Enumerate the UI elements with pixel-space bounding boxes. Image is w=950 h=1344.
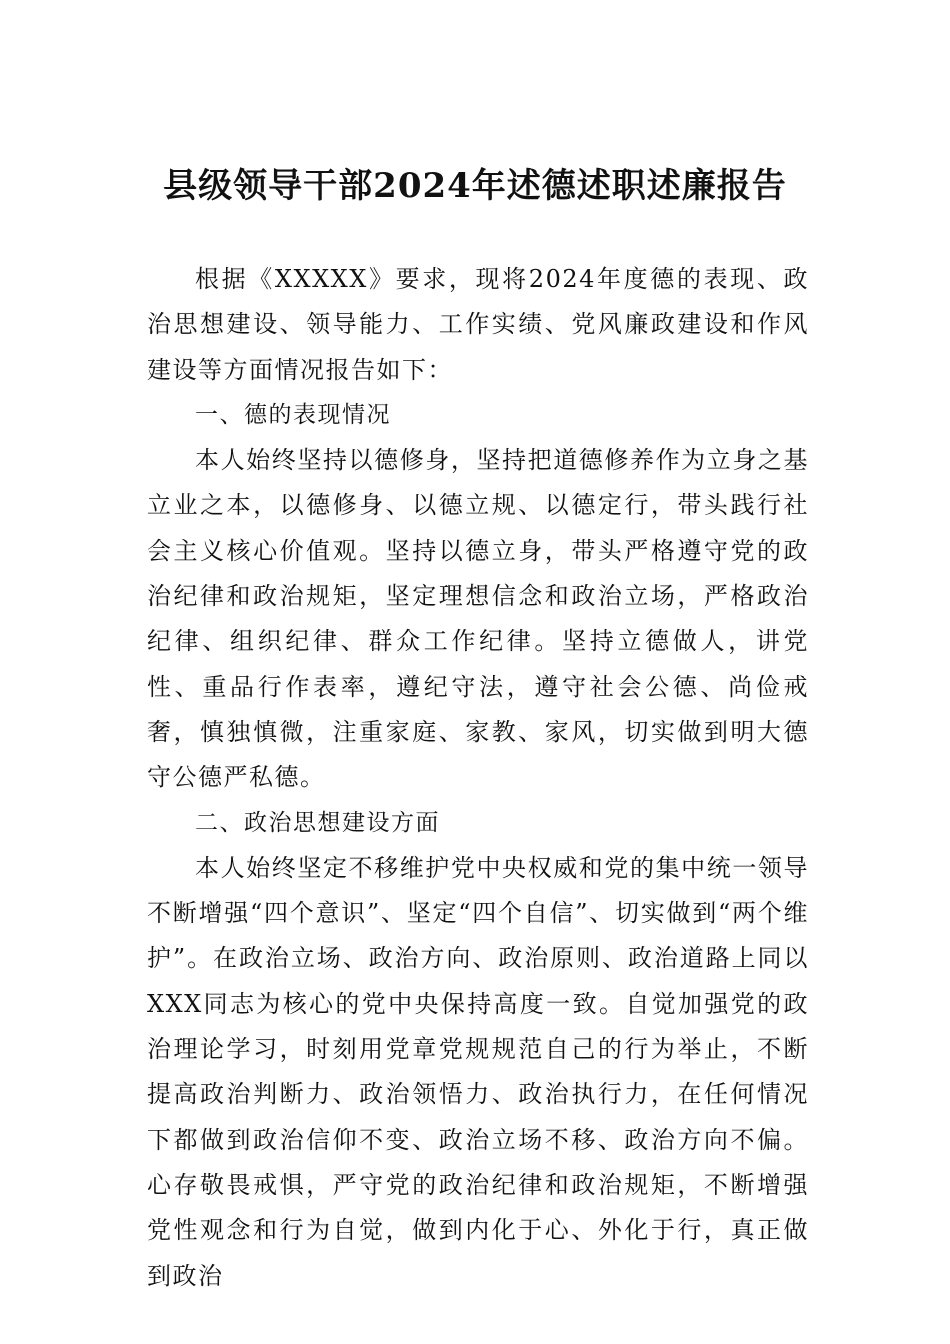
section-heading-2: 二、政治思想建设方面 — [195, 809, 440, 836]
section-heading-1: 一、德的表现情况 — [195, 401, 391, 428]
intro-paragraph: 根据《XXXXX》要求，现将2024年度德的表现、政治思想建设、领导能力、工作实绩、党风廉政建设和作风建设等方面情况报告如下： — [147, 265, 809, 384]
section-paragraph-2: 本人始终坚定不移维护党中央权威和党的集中统一领导不断增强“四个意识”、坚定“四个自信”、切实做到“两个维护”。在政治立场、政治方向、政治原则、政治道路上同以XXX同志为核心的党中央保持高度一致。自觉加强党的政治理论学习，时刻用党章党规规范自己的行为举止，不断提高政治判断力、政治领悟力、政治执行力，在任何情况下都做到政治信仰不变、政治立场不移、政治方向不偏。心存敬畏戒惧，严守党的政治纪律和政治规矩，不断增强党性观念和行为自觉，做到内化于心、外化于行，真正做到政治 — [147, 853, 809, 1290]
section-paragraph-1: 本人始终坚持以德修身，坚持把道德修养作为立身之基立业之本，以德修身、以德立规、以德定行，带头践行社会主义核心价值观。坚持以德立身，带头严格遵守党的政治纪律和政治规矩，坚定理想信念和政治立场，严格政治纪律、组织纪律、群众工作纪律。坚持立德做人，讲党性、重品行作表率，遵纪守法，遵守社会公德、尚俭戒奢，慎独慎微，注重家庭、家教、家风，切实做到明大德守公德严私德。 — [147, 446, 809, 792]
document-body — [147, 257, 809, 1299]
document-title: 县级领导干部2024年述德述职述廉报告 — [163, 166, 787, 206]
